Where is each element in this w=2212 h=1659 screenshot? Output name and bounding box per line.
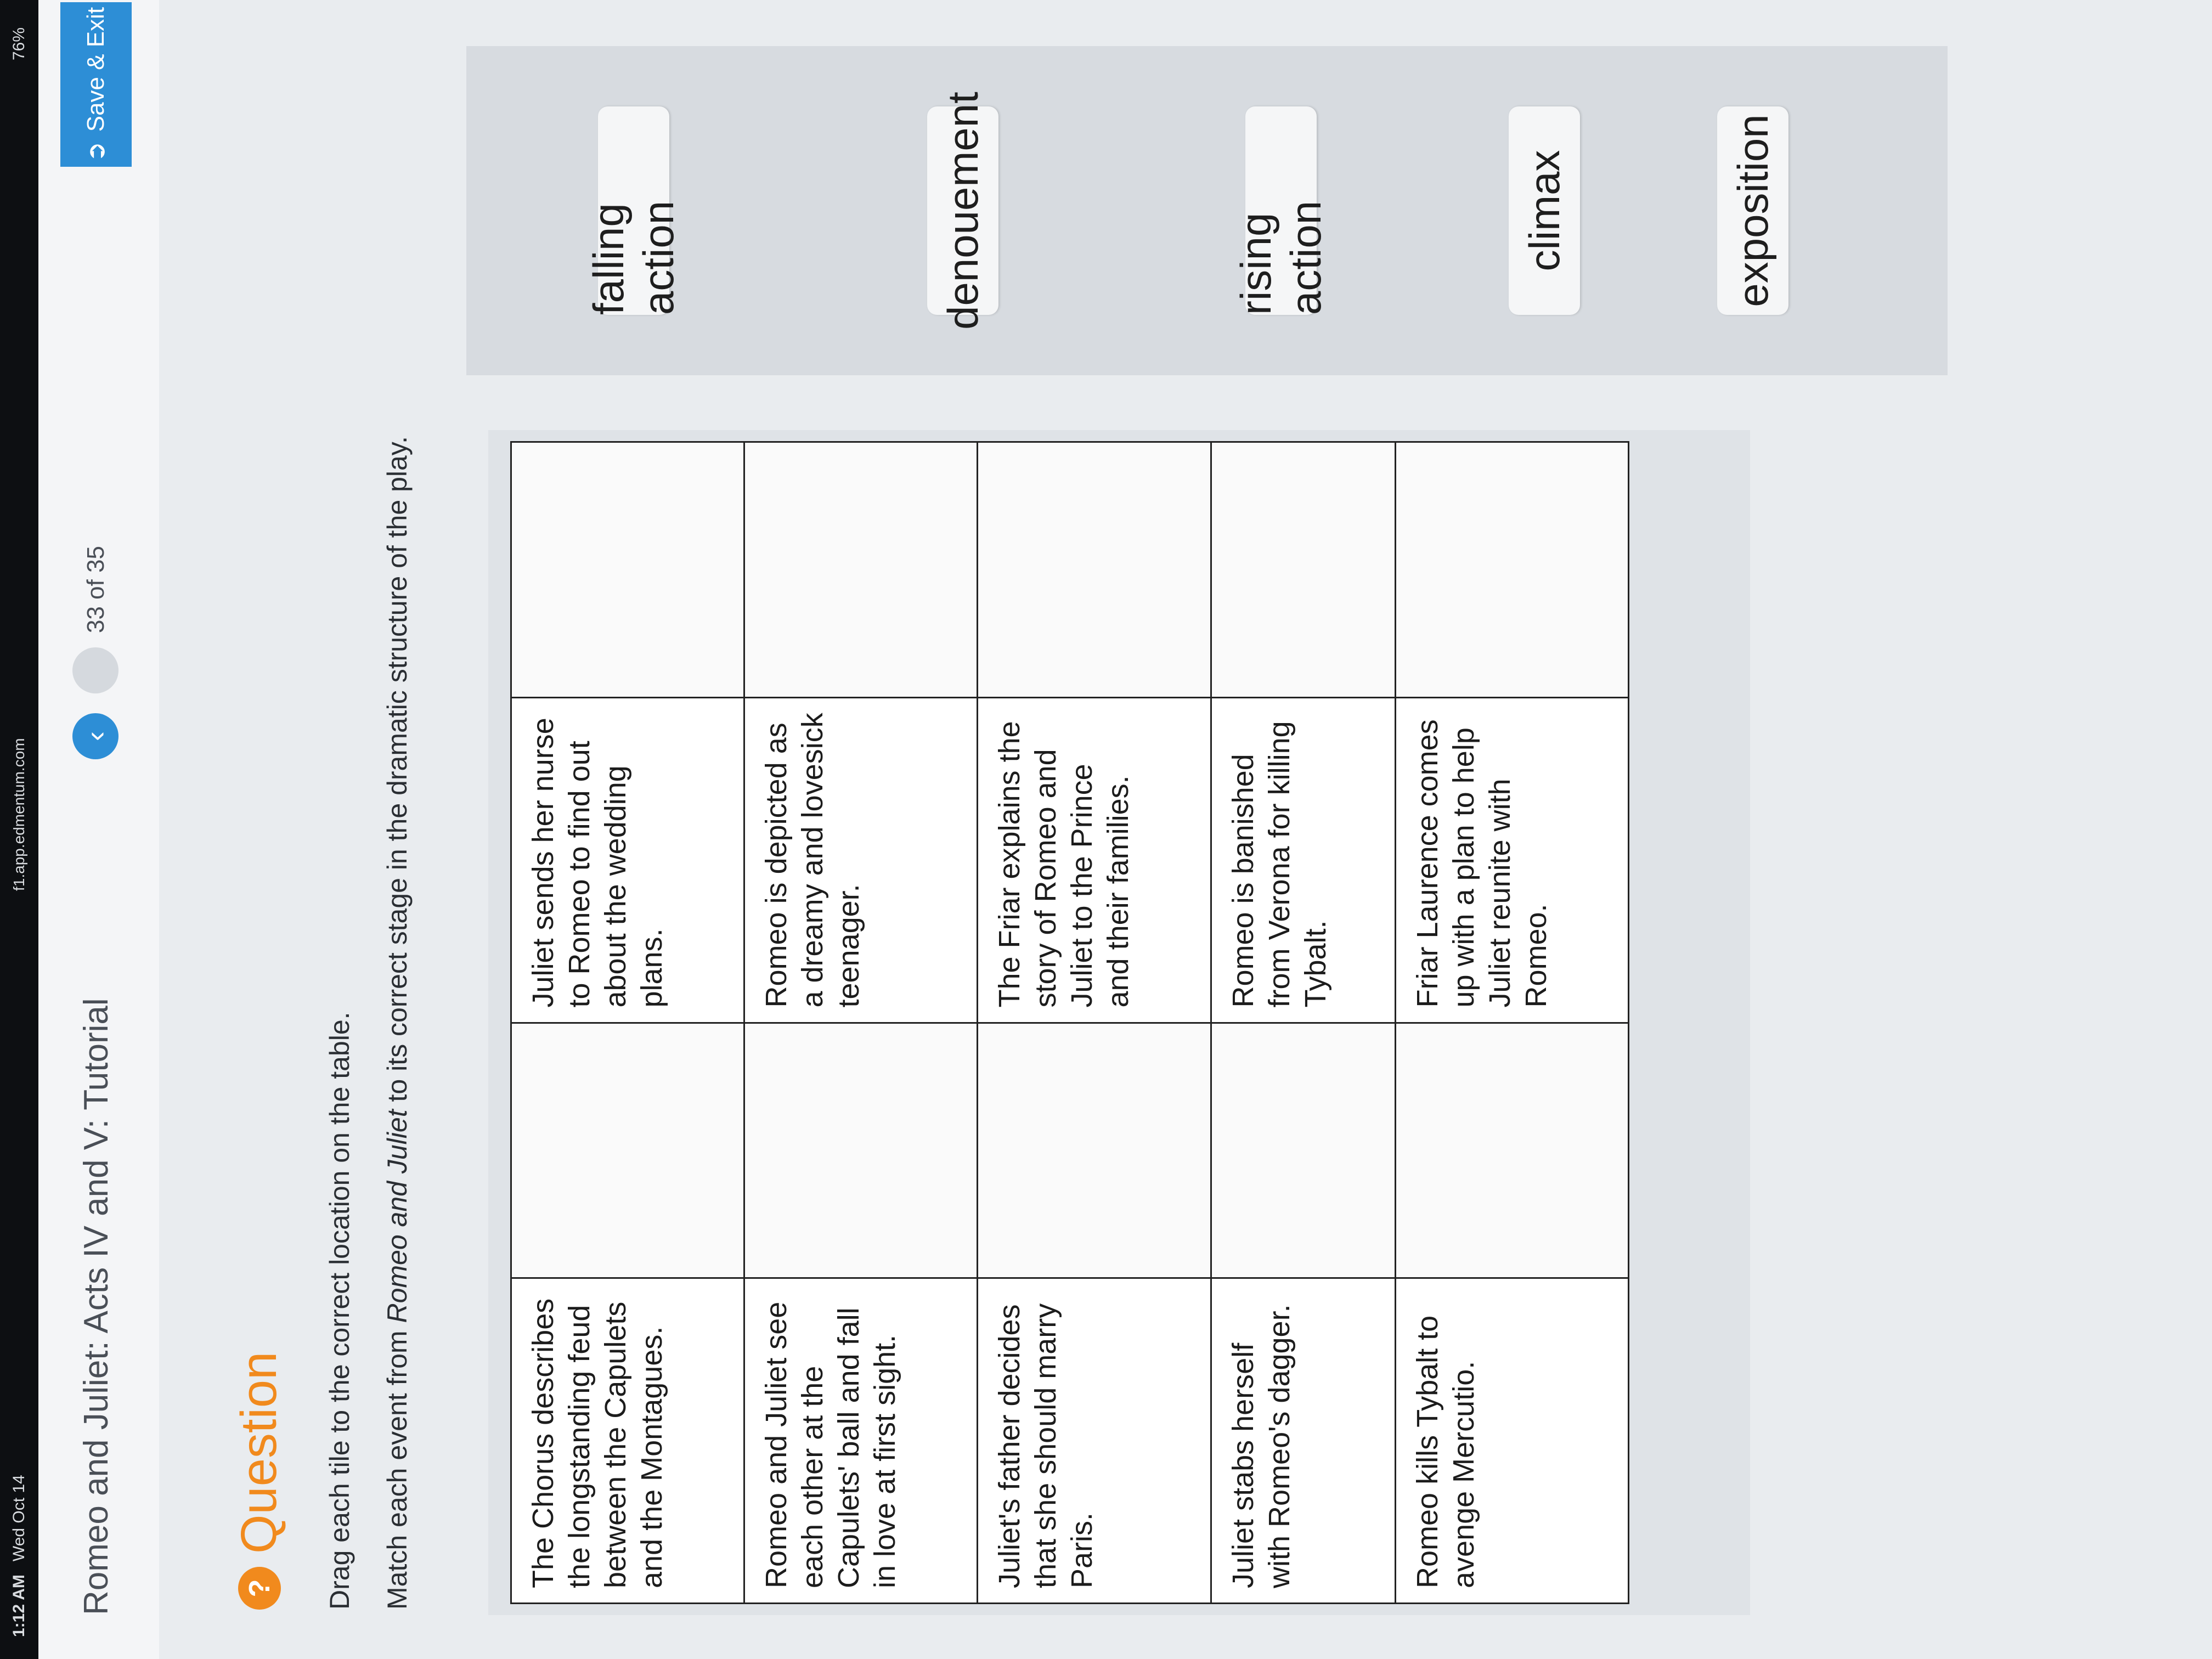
event-cell: Romeo is depicted as a dreamy and lovesick teenager. — [744, 697, 978, 1023]
drop-target[interactable] — [744, 1023, 978, 1278]
drop-target[interactable] — [1395, 442, 1628, 698]
status-time: 1:12 AM — [10, 1575, 28, 1637]
drop-target[interactable] — [511, 1023, 744, 1278]
tile-bank — [466, 46, 1948, 375]
event-cell: Juliet sends her nurse to Romeo to find out about the wedding plans. — [511, 697, 744, 1023]
tile-denouement[interactable]: denouement — [927, 106, 998, 315]
save-exit-button[interactable] — [60, 2, 132, 167]
match-instruction — [373, 128, 421, 1610]
event-cell: The Chorus describes the longstanding feud between the Capulets and the Montagues. — [511, 1278, 744, 1604]
battery-level: 76% — [10, 27, 28, 61]
drop-target[interactable] — [978, 1023, 1211, 1278]
event-cell: Friar Laurence comes up with a plan to help Juliet reunite with Romeo. — [1395, 697, 1628, 1023]
save-exit-label: Save & Exit — [82, 7, 109, 132]
table-row — [978, 442, 1211, 1604]
lesson-title: Romeo and Juliet: Acts IV and V: Tutorial — [77, 998, 115, 1615]
status-bar — [0, 0, 38, 1659]
instruction-prefix: Match each event from — [382, 1323, 413, 1610]
question-mark-icon: ? — [238, 1567, 281, 1610]
instruction-suffix: to its correct stage in the dramatic structure of the play. — [382, 436, 413, 1110]
page-counter: 33 of 35 — [82, 545, 109, 633]
tile-exposition[interactable]: exposition — [1717, 106, 1788, 315]
event-cell: Juliet stabs herself with Romeo's dagger. — [1211, 1278, 1395, 1604]
drop-target[interactable] — [1395, 1023, 1628, 1278]
event-cell: Romeo and Juliet see each other at the Capulets' ball and fall in love at first sight. — [744, 1278, 978, 1604]
matching-table — [510, 441, 1629, 1604]
drag-instruction: Drag each tile to the correct location on the table. — [324, 1012, 355, 1610]
exit-icon: ➲ — [82, 142, 110, 162]
event-cell: Juliet's father decides that she should marry Paris. — [978, 1278, 1211, 1604]
drop-target[interactable] — [744, 442, 978, 698]
event-cell: The Friar explains the story of Romeo and Juliet to the Prince and their families. — [978, 697, 1211, 1023]
table-row — [511, 442, 744, 1604]
tile-climax[interactable]: climax — [1509, 106, 1580, 315]
url-bar[interactable]: f1.app.edmentum.com — [10, 738, 27, 891]
table-row — [744, 442, 978, 1604]
table-panel — [488, 430, 1750, 1615]
lesson-header — [38, 0, 160, 1659]
drop-target[interactable] — [1211, 1023, 1395, 1278]
table-row — [1395, 442, 1628, 1604]
drop-target[interactable] — [511, 442, 744, 698]
drop-target[interactable] — [1211, 442, 1395, 698]
play-title: Romeo and Juliet — [382, 1109, 413, 1323]
event-cell: Romeo kills Tybalt to avenge Mercutio. — [1395, 1278, 1628, 1604]
tile-rising-action[interactable]: rising action — [1245, 106, 1317, 315]
table-row — [1211, 442, 1395, 1604]
drop-target[interactable] — [978, 442, 1211, 698]
chevron-left-icon: ‹ — [79, 731, 112, 741]
question-header — [230, 1352, 288, 1610]
question-label: Question — [231, 1351, 287, 1554]
progress-indicator — [72, 647, 119, 693]
previous-button[interactable] — [72, 713, 119, 759]
tile-falling-action[interactable]: falling action — [598, 106, 669, 315]
status-date: Wed Oct 14 — [10, 1475, 28, 1562]
event-cell: Romeo is banished from Verona for killing Tybalt. — [1211, 697, 1395, 1023]
question-content — [159, 0, 2212, 1659]
